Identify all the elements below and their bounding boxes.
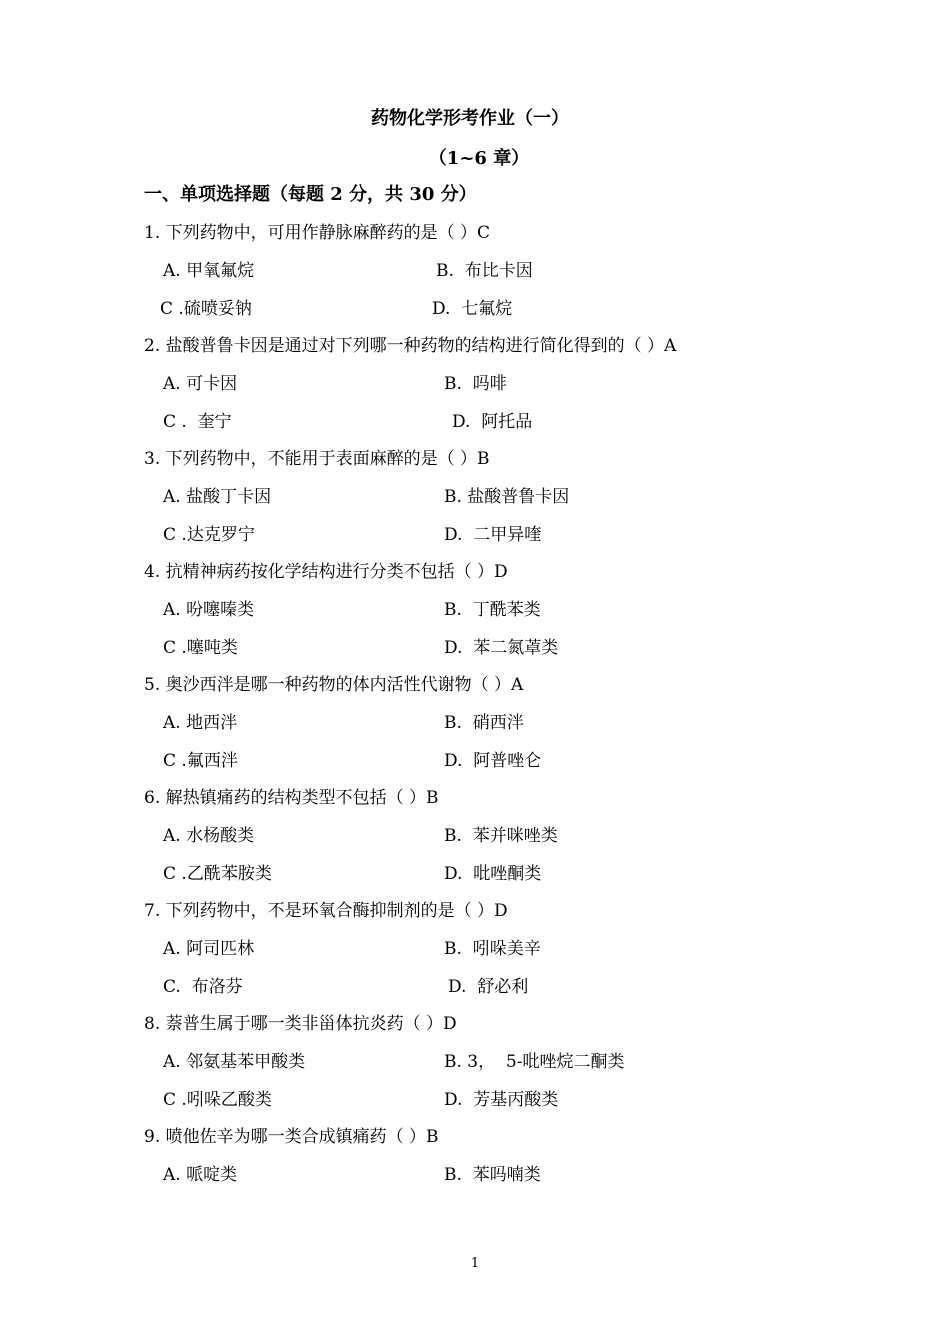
- question-5-option-a: A. 地西泮: [163, 713, 238, 733]
- question-5-option-c: C .氟西泮: [163, 751, 238, 771]
- question-9-option-b: B. 苯吗喃类: [444, 1165, 541, 1185]
- question-4-option-b: B. 丁酰苯类: [444, 600, 541, 620]
- question-2-option-a: A. 可卡因: [163, 374, 238, 394]
- question-3-option-a: A. 盐酸丁卡因: [163, 487, 272, 507]
- page-number: 1: [470, 1256, 480, 1271]
- question-6-option-a: A. 水杨酸类: [163, 826, 255, 846]
- question-3-option-d: D. 二甲异喹: [444, 525, 542, 545]
- question-8-option-a: A. 邻氨基苯甲酸类: [163, 1052, 306, 1072]
- question-6-option-c: C .乙酰苯胺类: [163, 864, 272, 884]
- question-4-stem: 4. 抗精神病药按化学结构进行分类不包括（ ）D: [144, 562, 508, 582]
- question-4-option-a: A. 吩噻嗪类: [163, 600, 255, 620]
- question-2-option-c: C . 奎宁: [163, 412, 232, 432]
- question-5-option-b: B. 硝西泮: [444, 713, 524, 733]
- question-2-option-d: D. 阿托品: [452, 412, 533, 432]
- question-3-stem: 3. 下列药物中，不能用于表面麻醉的是（ ）B: [144, 449, 490, 469]
- document-subtitle: （1~6 章）: [428, 148, 530, 169]
- document-title: 药物化学形考作业（一）: [371, 108, 569, 129]
- question-4-option-c: C .噻吨类: [163, 638, 238, 658]
- question-2-option-b: B. 吗啡: [444, 374, 507, 394]
- question-7-stem: 7. 下列药物中，不是环氧合酶抑制剂的是（ ）D: [144, 901, 508, 921]
- question-7-option-a: A. 阿司匹林: [163, 939, 255, 959]
- question-6-option-d: D. 吡唑酮类: [444, 864, 542, 884]
- question-8-stem: 8. 萘普生属于哪一类非甾体抗炎药（ ）D: [144, 1014, 457, 1034]
- question-7-option-b: B. 吲哚美辛: [444, 939, 541, 959]
- question-6-option-b: B. 苯并咪唑类: [444, 826, 558, 846]
- question-9-stem: 9. 喷他佐辛为哪一类合成镇痛药（ ）B: [144, 1127, 439, 1147]
- question-3-option-b: B. 盐酸普鲁卡因: [444, 487, 570, 507]
- question-5-stem: 5. 奥沙西泮是哪一种药物的体内活性代谢物（ ）A: [144, 675, 524, 695]
- section-heading: 一、单项选择题（每题 2 分，共 30 分）: [144, 184, 477, 205]
- question-8-option-c: C .吲哚乙酸类: [163, 1090, 272, 1110]
- question-3-option-c: C .达克罗宁: [163, 525, 255, 545]
- question-1-stem: 1. 下列药物中，可用作静脉麻醉药的是（ ）C: [144, 223, 491, 243]
- question-9-option-a: A. 哌啶类: [163, 1165, 238, 1185]
- question-1-option-c: C .硫喷妥钠: [160, 299, 252, 319]
- question-1-option-a: A. 甲氧氟烷: [163, 261, 255, 281]
- question-1-option-b: B. 布比卡因: [436, 261, 533, 281]
- question-4-option-d: D. 苯二氮䓬类: [444, 638, 559, 658]
- question-8-option-b: B. 3， 5-吡唑烷二酮类: [444, 1052, 625, 1072]
- question-2-stem: 2. 盐酸普鲁卡因是通过对下列哪一种药物的结构进行简化得到的（ ）A: [144, 336, 677, 356]
- question-8-option-d: D. 芳基丙酸类: [444, 1090, 559, 1110]
- question-7-option-d: D. 舒必利: [448, 977, 529, 997]
- question-5-option-d: D. 阿普唑仑: [444, 751, 542, 771]
- question-7-option-c: C. 布洛芬: [163, 977, 243, 997]
- question-6-stem: 6. 解热镇痛药的结构类型不包括（ ）B: [144, 788, 439, 808]
- question-1-option-d: D. 七氟烷: [432, 299, 513, 319]
